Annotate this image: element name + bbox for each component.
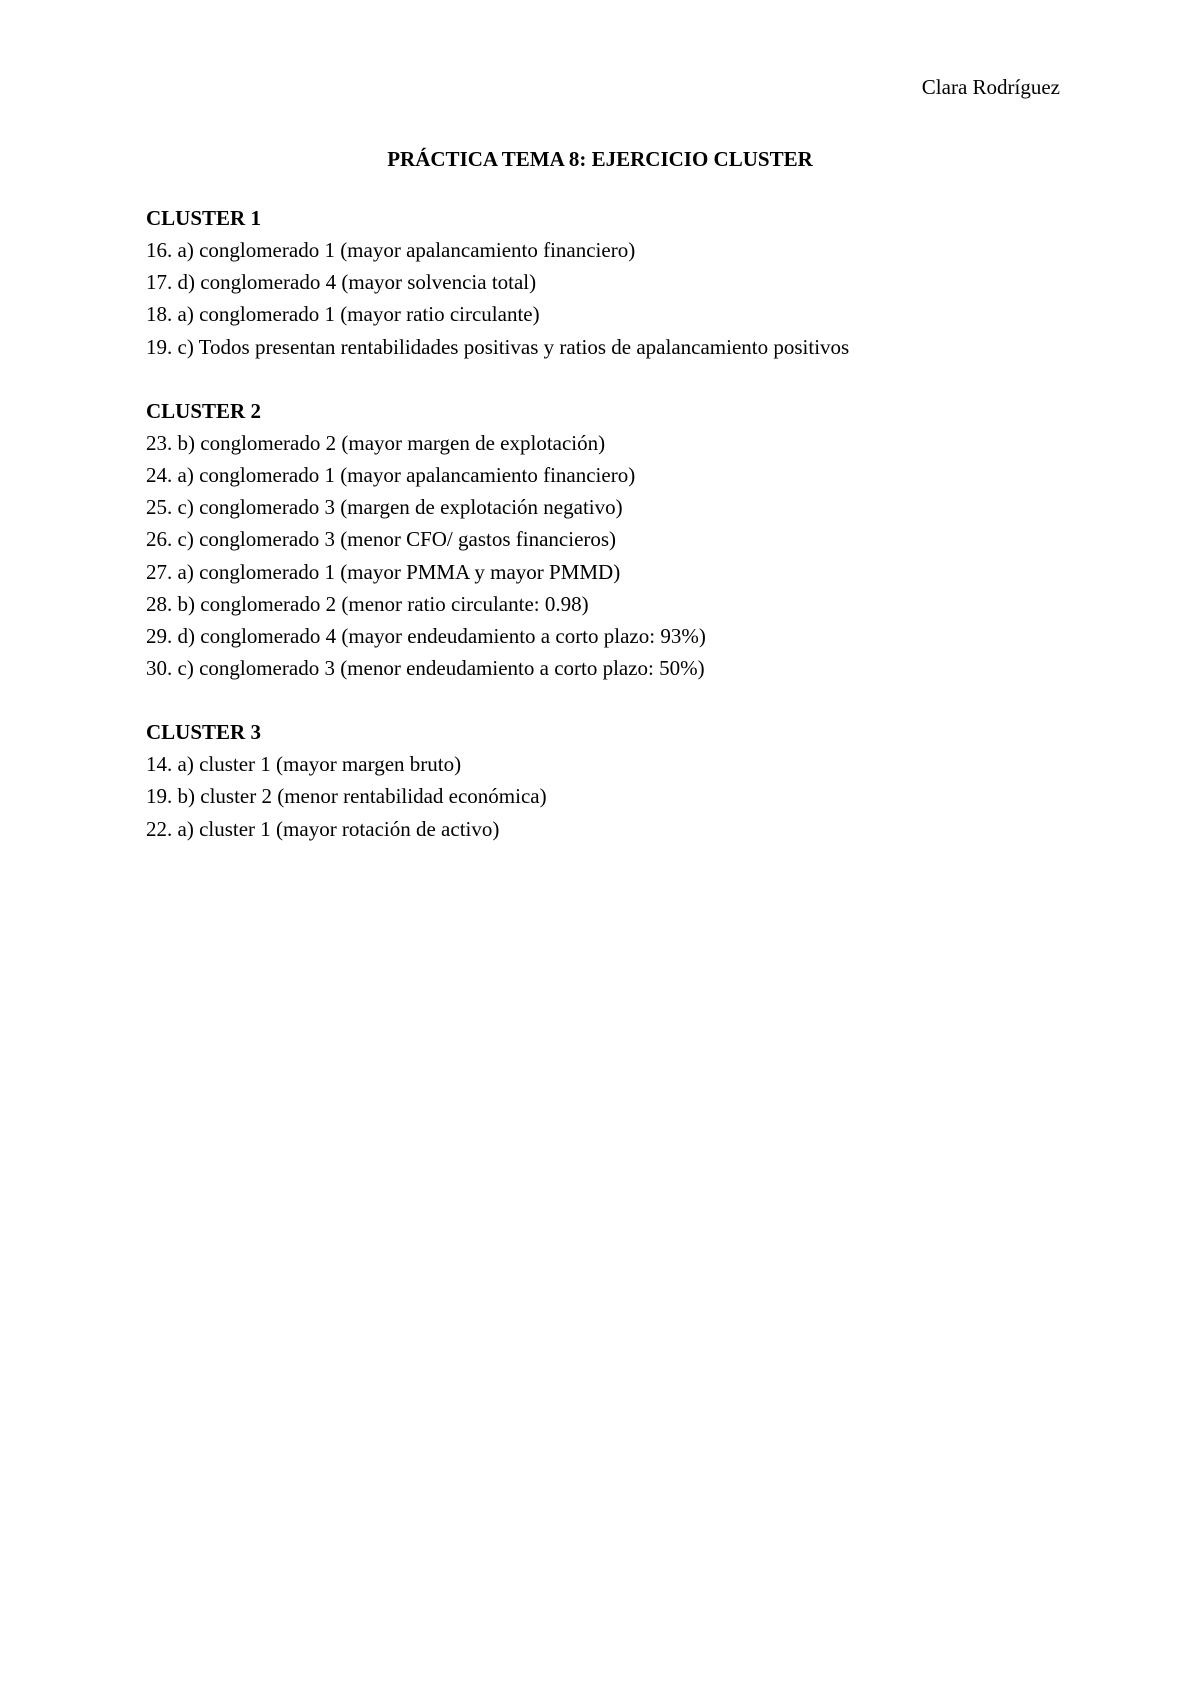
- section-cluster-3: [146, 716, 1106, 845]
- answer-item: 30. c) conglomerado 3 (menor endeudamiento a corto plazo: 50%): [146, 656, 705, 681]
- author-name: Clara Rodríguez: [921, 75, 1060, 99]
- answer-item: 28. b) conglomerado 2 (menor ratio circulante: 0.98): [146, 591, 589, 616]
- answer-item: 29. d) conglomerado 4 (mayor endeudamiento a corto plazo: 93%): [146, 623, 706, 648]
- answer-item: 14. a) cluster 1 (mayor margen bruto): [146, 752, 462, 777]
- document-title: PRÁCTICA TEMA 8: EJERCICIO CLUSTER: [387, 147, 813, 171]
- section-cluster-1: [146, 202, 1106, 363]
- answer-item: 16. a) conglomerado 1 (mayor apalancamiento financiero): [146, 238, 636, 262]
- answer-item: 24. a) conglomerado 1 (mayor apalancamiento financiero): [146, 462, 636, 487]
- answer-item: 26. c) conglomerado 3 (menor CFO/ gastos financieros): [146, 527, 617, 552]
- answer-item: 25. c) conglomerado 3 (margen de explotación negativo): [146, 495, 623, 520]
- answer-item: 18. a) conglomerado 1 (mayor ratio circulante): [146, 302, 540, 327]
- section-heading: CLUSTER 2: [146, 398, 261, 423]
- answer-list: [146, 748, 1106, 845]
- answer-item: 19. b) cluster 2 (menor rentabilidad económica): [146, 784, 547, 809]
- answer-item: 23. b) conglomerado 2 (mayor margen de explotación): [146, 430, 606, 455]
- section-heading: CLUSTER 1: [146, 206, 261, 230]
- section-heading: CLUSTER 3: [146, 720, 261, 745]
- section-cluster-2: [146, 395, 1106, 685]
- answer-list: [146, 234, 1106, 363]
- answer-item: 27. a) conglomerado 1 (mayor PMMA y mayor PMMD): [146, 559, 621, 584]
- answer-item: 17. d) conglomerado 4 (mayor solvencia total): [146, 270, 537, 295]
- answer-list: [146, 427, 1106, 685]
- answer-item: 22. a) cluster 1 (mayor rotación de activo): [146, 816, 500, 841]
- answer-item: 19. c) Todos presentan rentabilidades positivas y ratios de apalancamiento positivos: [146, 334, 850, 359]
- document-body: [146, 202, 1106, 877]
